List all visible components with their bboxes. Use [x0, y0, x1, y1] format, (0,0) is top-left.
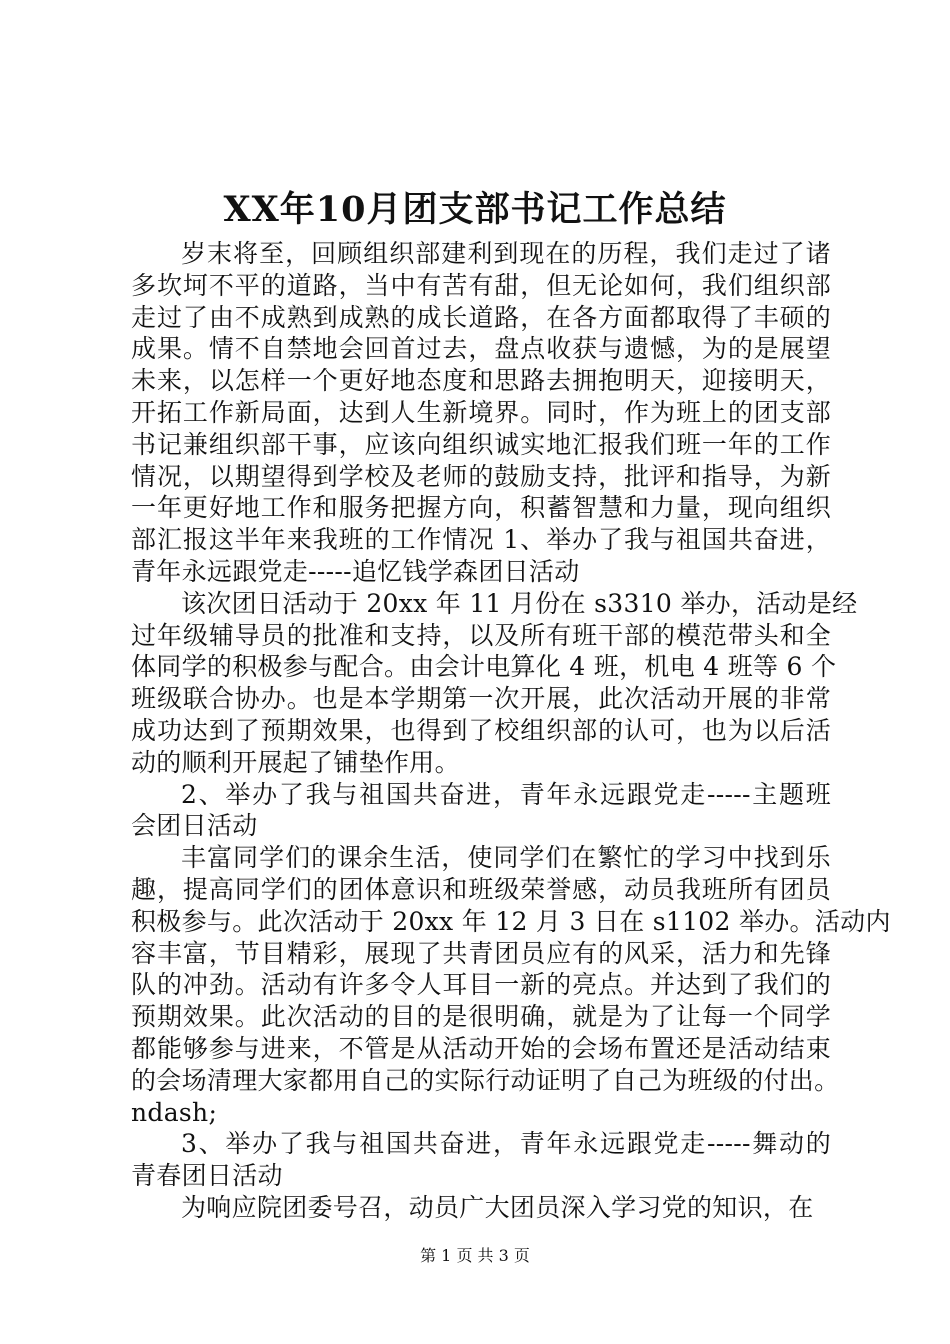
document-title: XX年10月团支部书记工作总结 [223, 189, 727, 230]
paragraph-line: 多坎坷不平的道路，当中有苦有甜，但无论如何，我们组织部 [131, 270, 831, 300]
paragraph-line: 岁末将至，回顾组织部建利到现在的历程，我们走过了诸 [181, 239, 831, 268]
paragraph-line: 队的冲劲。活动有许多令人耳目一新的亮点。并达到了我们的 [131, 970, 831, 1000]
paragraph-line: 过年级辅导员的批准和支持，以及所有班干部的模范带头和全 [131, 620, 831, 650]
document-body [131, 238, 891, 1224]
paragraph-line: 动的顺利开展起了铺垫作用。 [131, 747, 460, 777]
paragraph-line: 成果。情不自禁地会回首过去，盘点收获与遗憾，为的是展望 [131, 334, 831, 364]
paragraph-line: 趣，提高同学们的团体意识和班级荣誉感，动员我班所有团员 [131, 874, 831, 904]
paragraph-line: 为响应院团委号召，动员广大团员深入学习党的知识，在 [181, 1192, 814, 1222]
paragraph-line: 青春团日活动 [131, 1161, 283, 1191]
page-number-footer: 第 1 页 共 3 页 [420, 1246, 530, 1265]
paragraph-line: 开拓工作新局面，达到人生新境界。同时，作为班上的团支部 [131, 397, 831, 427]
paragraph-line: 预期效果。此次活动的目的是很明确，就是为了让每一个同学 [131, 1002, 831, 1032]
paragraph-line: 成功达到了预期效果，也得到了校组织部的认可，也为以后活 [131, 715, 831, 745]
paragraph-line: 部汇报这半年来我班的工作情况 1、举办了我与祖国共奋进， [131, 525, 831, 555]
paragraph-line: 积极参与。此次活动于 20xx 年 12 月 3 日在 s1102 举办。活动内 [131, 906, 891, 936]
paragraph-line: 3、举办了我与祖国共奋进，青年永远跟党走-----舞动的 [181, 1129, 831, 1159]
paragraph-line: 会团日活动 [131, 811, 258, 841]
paragraph-line: 情况，以期望得到学校及老师的鼓励支持，批评和指导，为新 [131, 461, 831, 491]
paragraph-line: 容丰富，节目精彩，展现了共青团员应有的风采，活力和先锋 [131, 938, 831, 968]
paragraph-line: 青年永远跟党走-----追忆钱学森团日活动 [131, 556, 580, 586]
paragraph-line: 一年更好地工作和服务把握方向，积蓄智慧和力量，现向组织 [131, 493, 831, 523]
paragraph-line: 的会场清理大家都用自己的实际行动证明了自己为班级的付出。 [131, 1065, 840, 1095]
paragraph-line: 该次团日活动于 20xx 年 11 月份在 s3310 举办，活动是经 [181, 588, 858, 618]
paragraph-line: 丰富同学们的课余生活，使同学们在繁忙的学习中找到乐 [181, 843, 831, 873]
paragraph-line: ndash; [131, 1097, 218, 1127]
paragraph-line: 未来，以怎样一个更好地态度和思路去拥抱明天，迎接明天， [131, 366, 831, 396]
paragraph-line: 都能够参与进来，不管是从活动开始的会场布置还是活动结束 [131, 1033, 831, 1063]
paragraph-line: 书记兼组织部干事，应该向组织诚实地汇报我们班一年的工作 [131, 429, 831, 459]
paragraph-line: 体同学的积极参与配合。由会计电算化 4 班，机电 4 班等 6 个 [131, 652, 837, 682]
paragraph-line: 班级联合协办。也是本学期第一次开展，此次活动开展的非常 [131, 684, 831, 714]
paragraph-line: 走过了由不成熟到成熟的成长道路，在各方面都取得了丰硕的 [131, 302, 831, 332]
paragraph-line: 2、举办了我与祖国共奋进，青年永远跟党走-----主题班 [181, 779, 831, 809]
